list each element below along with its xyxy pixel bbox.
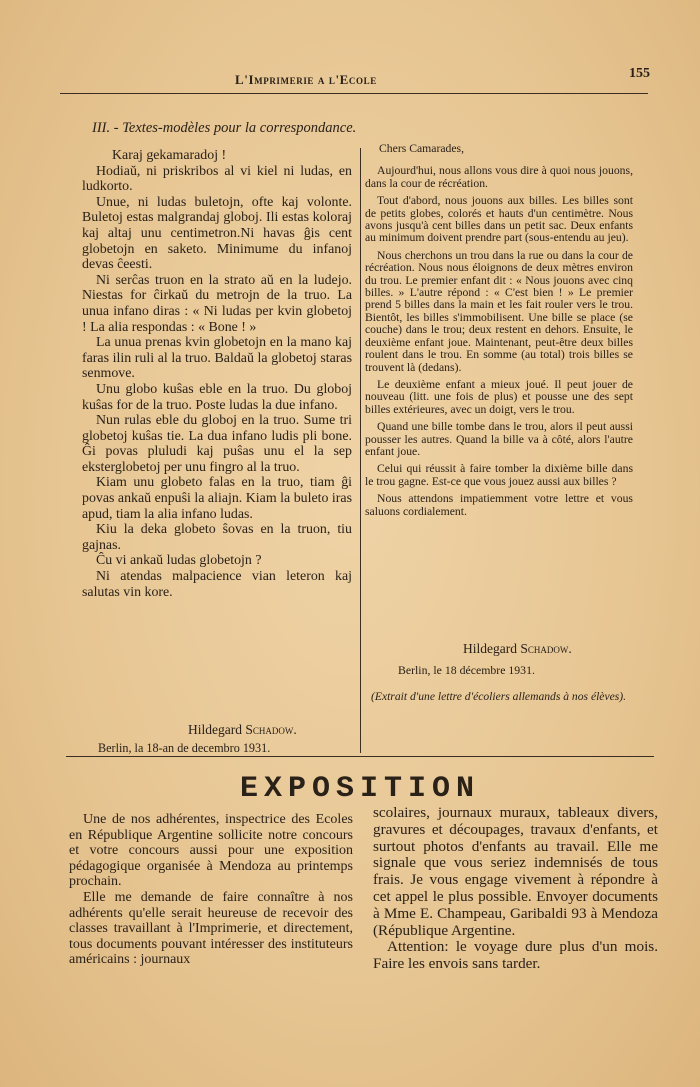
letter-paragraph: Aujourd'hui, nous allons vous dire à quoi nous jouons, dans la cour de récréation. <box>365 164 633 190</box>
signature-first-name: Hildegard <box>188 722 242 737</box>
letter-paragraph: La unua prenas kvin globetojn en la mano kaj faras ilin ruli al la truo. Baldaŭ la globetoj staras senmove. <box>82 335 352 382</box>
exposition-title: EXPOSITION <box>239 772 481 806</box>
exposition-paragraph: scolaires, journaux muraux, tableaux divers, gravures et découpages, travaux d'enfants, et surtout photos d'enfants au travail. Elle me signale que vous seriez indemnisés de tous frais. Je vous engage vivement à répondre à cet appel le plus possible. Envoyer documents à Mme E. Champeau, Garibaldi 93 à Mendoza (République Argentine. <box>373 804 658 939</box>
header-rule <box>60 93 648 94</box>
letter-paragraph: Unu globo kuŝas eble en la truo. Du globoj kuŝas for de la truo. Poste ludas la due infano. <box>82 381 352 413</box>
signature-right <box>463 641 572 657</box>
esperanto-letter <box>82 148 352 600</box>
letter-paragraph: Kiu la deka globeto ŝovas en la truon, tiu gajnas. <box>82 522 352 553</box>
page-number: 155 <box>629 66 650 81</box>
exposition-paragraph: Attention: le voyage dure plus d'un mois. Faire les envois sans tarder. <box>373 938 658 973</box>
signature-left <box>188 722 297 738</box>
extract-note: (Extrait d'une lettre d'écoliers allemands à nos élèves). <box>371 690 627 703</box>
date-left: Berlin, la 18-an de decembro 1931. <box>98 741 271 755</box>
letter-paragraph: Nous cherchons un trou dans la rue ou dans la cour de récréation. Nous nous éloignons de deux mètres environ du trou. Le premier enfant dit : « Nous jouons avec cinq billes. » L'autre répond : « C'est bien ! » Le premier prend 5 billes dans la main et les fait rouler vers le trou. Bientôt, les billes s'immobilisent. Une bille se place (se couche) dans le trou; deux restent en dehors. Ensuite, le deuxième enfant joue. Maintenant, peut-être deux billes roulent dans le trou. En somme (au total) trois billes se trouvent là (dedans). <box>365 248 633 374</box>
letter-paragraph: Kiam unu globeto falas en la truo, tiam ĝi povas ankaŭ enpuŝi la aliajn. Kiam la buleto iras apud, tiam la alia infano ludas. <box>82 475 352 522</box>
exposition-paragraph: Elle me demande de faire connaître à nos adhérents qu'elle serait heureuse de recevoir des classes travaillant à l'Imprimerie, et directement, tous documents pouvant intéresser des instituteurs américains : journaux <box>69 889 353 968</box>
section-rule <box>66 756 654 757</box>
letter-paragraph: Tout d'abord, nous jouons aux billes. Les billes sont de petits globes, colorés et hauts d'un centimètre. Nous avons jusqu'à cent billes dans un petit sac. Deux enfants au minimum doivent prendre part (sous-entendu au jeu). <box>365 194 633 245</box>
signature-last-name: Schadow. <box>245 722 297 737</box>
french-letter <box>365 143 633 523</box>
exposition-right-column <box>373 805 658 973</box>
column-rule <box>360 148 361 753</box>
letter-paragraph: Quand une bille tombe dans le trou, alors il peut aussi pousser les autres. Quand la bille va à côté, alors l'autre enfant joue. <box>365 420 633 458</box>
salutation: Chers Camarades, <box>379 142 465 155</box>
letter-paragraph: Le deuxième enfant a mieux joué. Il peut jouer de nouveau (litt. une fois de plus) et pousse une des sept billes extérieures, avec un doigt, vers le trou. <box>365 377 633 416</box>
running-title: L'Imprimerie a l'Ecole <box>235 72 377 87</box>
letter-paragraph: Ĉu vi ankaŭ ludas globetojn ? <box>96 553 262 569</box>
letter-paragraph: Nun rulas eble du globoj en la truo. Sume tri globetoj kuŝas tie. La dua infano ludis pli bone. Ĝi povas pluludi kaj puŝas unu el la sep eksterglobetoj per unu fingro al la truo. <box>82 413 352 475</box>
exposition-left-column <box>69 812 353 968</box>
letter-paragraph: Karaj gekamaradoj ! <box>112 148 227 163</box>
letter-paragraph: Ni atendas malpacience vian leteron kaj salutas vin kore. <box>82 569 352 600</box>
letter-paragraph: Nous attendons impatiemment votre lettre et vous saluons cordialement. <box>365 492 633 518</box>
letter-paragraph: Unue, ni ludas buletojn, ofte kaj volonte. Buletoj estas malgrandaj globoj. Ili estas koloraj kaj altaj unu centimetron.Ni havas ĝis cent globetojn en saketo. Minimume du infanoj devas ĉeesti. <box>82 194 352 273</box>
section-title: III. - Textes-modèles pour la correspondance. <box>92 120 357 136</box>
signature-first-name: Hildegard <box>463 641 517 656</box>
exposition-paragraph: Une de nos adhérentes, inspectrice des Ecoles en République Argentine sollicite notre concours et votre concours aussi pour une exposition pédagogique organisée à Mendoza au printemps prochain. <box>69 812 353 890</box>
letter-paragraph: Ni serĉas truon en la strato aŭ en la ludejo. Niestas for ĉirkaŭ du metrojn de la truo. La unua infano diras : « Ni ludas per kvin globetoj ! La alia respondas : « Bone ! » <box>82 272 352 335</box>
signature-last-name: Schadow. <box>520 641 572 656</box>
letter-paragraph: Hodiaŭ, ni priskribos al vi kiel ni ludas, en ludkorto. <box>82 163 352 195</box>
running-head <box>60 66 650 90</box>
letter-paragraph: Celui qui réussit à faire tomber la dixième bille dans le trou gagne. Est-ce que vous jouez aussi aux billes ? <box>365 462 633 488</box>
date-right: Berlin, le 18 décembre 1931. <box>398 663 535 677</box>
